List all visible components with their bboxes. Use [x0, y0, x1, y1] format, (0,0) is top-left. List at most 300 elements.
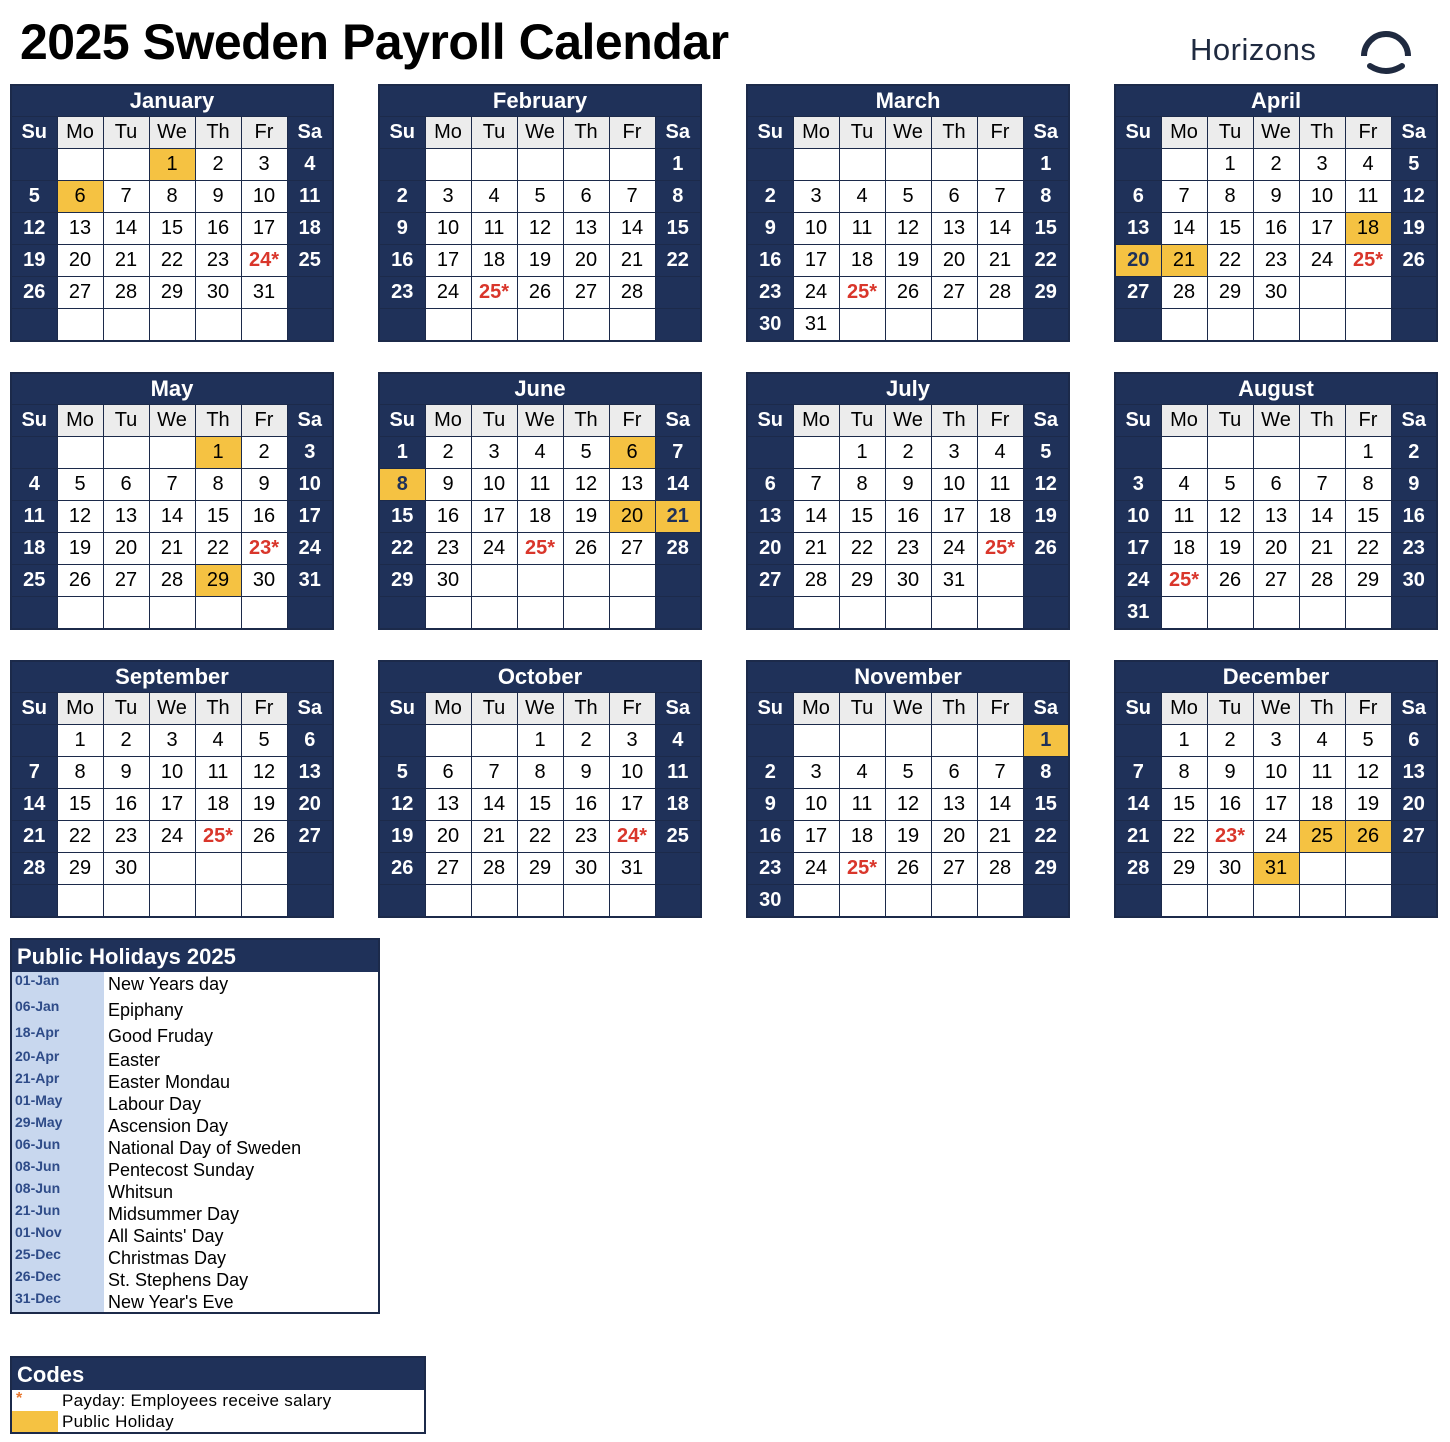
day-cell: 9	[103, 757, 149, 789]
day-cell: 10	[471, 469, 517, 501]
weekday-header: Fr	[609, 405, 655, 437]
day-cell: 10	[287, 469, 333, 501]
weekday-header: Th	[1299, 405, 1345, 437]
day-cell: 23	[563, 821, 609, 853]
month-title: June	[379, 373, 701, 405]
day-cell: 30	[747, 309, 793, 342]
day-cell: 2	[103, 725, 149, 757]
empty-cell	[747, 437, 793, 469]
day-cell: 22	[1161, 821, 1207, 853]
empty-cell	[655, 853, 701, 885]
weekday-header: Mo	[57, 693, 103, 725]
day-cell: 6	[103, 469, 149, 501]
day-cell: 28	[1115, 853, 1161, 885]
day-cell: 12	[563, 469, 609, 501]
empty-cell	[793, 149, 839, 181]
day-cell: 8	[1023, 757, 1069, 789]
day-cell: 10	[1115, 501, 1161, 533]
day-cell: 12	[11, 213, 57, 245]
day-cell: 28	[11, 853, 57, 885]
day-cell: 19	[1391, 213, 1437, 245]
day-cell: 27	[1391, 821, 1437, 853]
day-cell: 11	[1345, 181, 1391, 213]
holiday-name: New Years day	[108, 974, 229, 994]
weekday-header: Tu	[471, 117, 517, 149]
holiday-date: 29-May	[15, 1114, 63, 1130]
day-cell: 5	[1023, 437, 1069, 469]
day-cell: 2	[563, 725, 609, 757]
day-cell: 8	[1023, 181, 1069, 213]
empty-cell	[1391, 277, 1437, 309]
day-cell: 3	[793, 181, 839, 213]
weekday-header: Th	[931, 117, 977, 149]
holiday-row	[12, 998, 378, 1024]
holiday-row	[12, 1136, 378, 1158]
weekday-header: We	[517, 693, 563, 725]
day-cell: 27	[1115, 277, 1161, 309]
empty-cell	[1253, 885, 1299, 918]
day-cell: 13	[287, 757, 333, 789]
day-cell: 18	[977, 501, 1023, 533]
day-cell: 13	[563, 213, 609, 245]
empty-cell	[885, 597, 931, 630]
day-cell: 22	[379, 533, 425, 565]
month-december	[1114, 660, 1438, 918]
month-title: May	[11, 373, 333, 405]
day-cell: 3	[425, 181, 471, 213]
day-cell: 10	[609, 757, 655, 789]
empty-cell	[103, 309, 149, 342]
empty-cell	[839, 725, 885, 757]
empty-cell	[609, 597, 655, 630]
day-cell: 14	[655, 469, 701, 501]
weekday-header: Sa	[287, 405, 333, 437]
day-cell: 2	[241, 437, 287, 469]
day-cell: 17	[425, 245, 471, 277]
day-cell: 6	[57, 181, 103, 213]
empty-cell	[655, 277, 701, 309]
empty-cell	[379, 149, 425, 181]
day-cell: 20	[563, 245, 609, 277]
empty-cell	[471, 565, 517, 597]
empty-cell	[1345, 277, 1391, 309]
weekday-header: Sa	[1391, 117, 1437, 149]
day-cell: 5	[517, 181, 563, 213]
day-cell: 10	[1253, 757, 1299, 789]
day-cell: 18	[1161, 533, 1207, 565]
day-cell: 4	[11, 469, 57, 501]
holiday-name: National Day of Sweden	[108, 1138, 302, 1158]
day-cell: 3	[1299, 149, 1345, 181]
day-cell: 16	[563, 789, 609, 821]
weekday-header: We	[1253, 405, 1299, 437]
month-june	[378, 372, 702, 630]
empty-cell	[379, 725, 425, 757]
day-cell: 1	[57, 725, 103, 757]
day-cell: 7	[609, 181, 655, 213]
day-cell: 23	[425, 533, 471, 565]
day-cell: 16	[747, 245, 793, 277]
day-cell: 26	[885, 853, 931, 885]
holiday-date: 25-Dec	[15, 1246, 61, 1262]
empty-cell	[885, 885, 931, 918]
weekday-header: Th	[195, 693, 241, 725]
day-cell: 11	[1299, 757, 1345, 789]
day-cell: 8	[195, 469, 241, 501]
day-cell: 4	[287, 149, 333, 181]
day-cell: 4	[1299, 725, 1345, 757]
day-cell: 2	[1207, 725, 1253, 757]
day-cell: 17	[1299, 213, 1345, 245]
empty-cell	[1161, 149, 1207, 181]
day-cell: 11	[517, 469, 563, 501]
day-cell: 24	[287, 533, 333, 565]
day-cell: 18	[517, 501, 563, 533]
day-cell: 31	[793, 309, 839, 342]
day-cell: 29	[57, 853, 103, 885]
empty-cell	[287, 597, 333, 630]
day-cell: 8	[655, 181, 701, 213]
empty-cell	[471, 309, 517, 342]
day-cell: 26	[1207, 565, 1253, 597]
day-cell: 12	[241, 757, 287, 789]
day-cell: 29	[1207, 277, 1253, 309]
day-cell: 28	[471, 853, 517, 885]
empty-cell	[655, 565, 701, 597]
weekday-header: We	[517, 405, 563, 437]
day-cell: 20	[287, 789, 333, 821]
day-cell: 15	[517, 789, 563, 821]
weekday-header: Mo	[1161, 693, 1207, 725]
day-cell: 21	[609, 245, 655, 277]
month-september	[10, 660, 334, 918]
day-cell: 24	[425, 277, 471, 309]
empty-cell	[885, 725, 931, 757]
weekday-header: Tu	[471, 693, 517, 725]
day-cell: 10	[241, 181, 287, 213]
holiday-date: 01-Nov	[15, 1224, 62, 1240]
day-cell: 6	[563, 181, 609, 213]
day-cell: 6	[1115, 181, 1161, 213]
day-cell: 14	[1299, 501, 1345, 533]
day-cell: 2	[195, 149, 241, 181]
weekday-header: Su	[11, 117, 57, 149]
day-cell: 20	[1391, 789, 1437, 821]
weekday-header: Mo	[793, 405, 839, 437]
empty-cell	[563, 309, 609, 342]
day-cell: 18	[471, 245, 517, 277]
day-cell: 10	[793, 213, 839, 245]
day-cell: 16	[747, 821, 793, 853]
empty-cell	[655, 885, 701, 918]
day-cell: 7	[1299, 469, 1345, 501]
day-cell: 12	[1023, 469, 1069, 501]
weekday-header: Su	[11, 405, 57, 437]
weekday-header: Su	[747, 117, 793, 149]
holiday-name: Good Fruday	[108, 1026, 214, 1046]
day-cell: 26	[241, 821, 287, 853]
horizons-logo	[1188, 18, 1428, 78]
weekday-header: Sa	[287, 693, 333, 725]
day-cell: 22	[1023, 245, 1069, 277]
day-cell: 5	[563, 437, 609, 469]
weekday-header: Tu	[103, 117, 149, 149]
day-cell: 30	[195, 277, 241, 309]
day-cell: 29	[1023, 277, 1069, 309]
holiday-date: 18-Apr	[15, 1024, 60, 1040]
weekday-header: Mo	[57, 117, 103, 149]
day-cell: 24	[1299, 245, 1345, 277]
empty-cell	[1115, 149, 1161, 181]
empty-cell	[977, 885, 1023, 918]
horizons-logo-icon	[1358, 22, 1414, 76]
holiday-row	[12, 1048, 378, 1070]
day-cell: 27	[425, 853, 471, 885]
day-cell: 20	[1253, 533, 1299, 565]
weekday-header: Tu	[839, 117, 885, 149]
month-january	[10, 84, 334, 342]
weekday-header: Su	[1115, 117, 1161, 149]
day-cell: 25	[1299, 821, 1345, 853]
weekday-header: Th	[563, 693, 609, 725]
day-cell: 2	[747, 757, 793, 789]
day-cell: 8	[839, 469, 885, 501]
weekday-header: Th	[1299, 117, 1345, 149]
day-cell: 21	[1299, 533, 1345, 565]
day-cell: 1	[195, 437, 241, 469]
empty-cell	[1345, 309, 1391, 342]
day-cell: 12	[57, 501, 103, 533]
day-cell: 12	[1207, 501, 1253, 533]
empty-cell	[747, 725, 793, 757]
empty-cell	[977, 149, 1023, 181]
day-cell: 2	[885, 437, 931, 469]
weekday-header: Su	[379, 405, 425, 437]
day-cell: 26	[57, 565, 103, 597]
empty-cell	[241, 885, 287, 918]
day-cell: 3	[931, 437, 977, 469]
day-cell: 25*	[977, 533, 1023, 565]
day-cell: 6	[747, 469, 793, 501]
weekday-header: Mo	[425, 693, 471, 725]
day-cell: 5	[1345, 725, 1391, 757]
empty-cell	[931, 597, 977, 630]
empty-cell	[1023, 597, 1069, 630]
empty-cell	[471, 885, 517, 918]
weekday-header: Tu	[103, 693, 149, 725]
day-cell: 16	[885, 501, 931, 533]
day-cell: 11	[655, 757, 701, 789]
holiday-row	[12, 1158, 378, 1180]
day-cell: 18	[11, 533, 57, 565]
month-may	[10, 372, 334, 630]
empty-cell	[839, 309, 885, 342]
day-cell: 3	[149, 725, 195, 757]
day-cell: 14	[11, 789, 57, 821]
weekday-header: Tu	[471, 405, 517, 437]
empty-cell	[425, 309, 471, 342]
day-cell: 30	[241, 565, 287, 597]
empty-cell	[609, 565, 655, 597]
month-november	[746, 660, 1070, 918]
empty-cell	[149, 597, 195, 630]
day-cell: 23	[103, 821, 149, 853]
day-cell: 17	[1115, 533, 1161, 565]
day-cell: 20	[103, 533, 149, 565]
payday-code-symbol: *	[16, 1390, 23, 1407]
day-cell: 26	[379, 853, 425, 885]
day-cell: 7	[977, 181, 1023, 213]
codes-title: Codes	[12, 1358, 424, 1390]
day-cell: 13	[747, 501, 793, 533]
day-cell: 23	[1391, 533, 1437, 565]
day-cell: 12	[1345, 757, 1391, 789]
day-cell: 25*	[1161, 565, 1207, 597]
day-cell: 30	[747, 885, 793, 918]
day-cell: 23	[1253, 245, 1299, 277]
weekday-header: Sa	[655, 693, 701, 725]
day-cell: 17	[149, 789, 195, 821]
day-cell: 22	[149, 245, 195, 277]
empty-cell	[241, 597, 287, 630]
day-cell: 13	[931, 789, 977, 821]
empty-cell	[11, 725, 57, 757]
day-cell: 2	[425, 437, 471, 469]
day-cell: 14	[977, 789, 1023, 821]
empty-cell	[977, 565, 1023, 597]
holiday-name: Midsummer Day	[108, 1204, 240, 1224]
day-cell: 21	[1161, 245, 1207, 277]
weekday-header: Fr	[1345, 405, 1391, 437]
empty-cell	[1345, 885, 1391, 918]
day-cell: 26	[1345, 821, 1391, 853]
holiday-date: 01-Jan	[15, 972, 60, 988]
day-cell: 4	[839, 181, 885, 213]
empty-cell	[195, 309, 241, 342]
weekday-header: Mo	[425, 405, 471, 437]
day-cell: 30	[1253, 277, 1299, 309]
weekday-header: Mo	[425, 117, 471, 149]
day-cell: 22	[1345, 533, 1391, 565]
public-holidays-panel	[10, 938, 380, 1314]
empty-cell	[379, 309, 425, 342]
day-cell: 17	[793, 821, 839, 853]
weekday-header: Sa	[655, 117, 701, 149]
public-holidays-title: Public Holidays 2025	[12, 940, 378, 972]
holiday-name: St. Stephens Day	[108, 1270, 249, 1290]
weekday-header: We	[149, 117, 195, 149]
holiday-row	[12, 1114, 378, 1136]
day-cell: 16	[241, 501, 287, 533]
empty-cell	[609, 885, 655, 918]
empty-cell	[517, 597, 563, 630]
holiday-name: Easter	[108, 1050, 161, 1070]
weekday-header: Sa	[287, 117, 333, 149]
day-cell: 24	[793, 853, 839, 885]
day-cell: 15	[1161, 789, 1207, 821]
day-cell: 20	[931, 245, 977, 277]
day-cell: 5	[885, 181, 931, 213]
empty-cell	[1023, 309, 1069, 342]
empty-cell	[57, 149, 103, 181]
day-cell: 9	[241, 469, 287, 501]
day-cell: 16	[425, 501, 471, 533]
empty-cell	[149, 885, 195, 918]
day-cell: 23	[747, 853, 793, 885]
day-cell: 19	[1345, 789, 1391, 821]
day-cell: 1	[379, 437, 425, 469]
empty-cell	[1253, 309, 1299, 342]
empty-cell	[1299, 853, 1345, 885]
weekday-header: Mo	[793, 117, 839, 149]
month-title: November	[747, 661, 1069, 693]
empty-cell	[11, 597, 57, 630]
holiday-name: Epiphany	[108, 1000, 184, 1020]
holiday-row	[12, 1268, 378, 1290]
day-cell: 18	[839, 821, 885, 853]
day-cell: 14	[977, 213, 1023, 245]
empty-cell	[885, 309, 931, 342]
weekday-header: We	[149, 693, 195, 725]
month-march	[746, 84, 1070, 342]
day-cell: 25	[655, 821, 701, 853]
day-cell: 21	[977, 245, 1023, 277]
day-cell: 31	[241, 277, 287, 309]
day-cell: 4	[1345, 149, 1391, 181]
day-cell: 14	[103, 213, 149, 245]
weekday-header: Sa	[655, 405, 701, 437]
empty-cell	[241, 309, 287, 342]
empty-cell	[931, 885, 977, 918]
day-cell: 14	[1115, 789, 1161, 821]
day-cell: 11	[977, 469, 1023, 501]
empty-cell	[609, 149, 655, 181]
day-cell: 22	[1207, 245, 1253, 277]
month-title: April	[1115, 85, 1437, 117]
empty-cell	[747, 597, 793, 630]
day-cell: 25*	[471, 277, 517, 309]
empty-cell	[563, 565, 609, 597]
weekday-header: Su	[747, 405, 793, 437]
day-cell: 3	[1115, 469, 1161, 501]
empty-cell	[1161, 437, 1207, 469]
day-cell: 26	[563, 533, 609, 565]
day-cell: 30	[885, 565, 931, 597]
holiday-date: 06-Jan	[15, 998, 60, 1014]
day-cell: 12	[1391, 181, 1437, 213]
day-cell: 20	[609, 501, 655, 533]
weekday-header: Su	[11, 693, 57, 725]
empty-cell	[103, 437, 149, 469]
day-cell: 4	[517, 437, 563, 469]
payday-code-label: Payday: Employees receive salary	[62, 1391, 332, 1410]
day-cell: 7	[1161, 181, 1207, 213]
logo-text: Horizons	[1190, 32, 1317, 67]
weekday-header: Fr	[1345, 117, 1391, 149]
empty-cell	[11, 437, 57, 469]
empty-cell	[103, 597, 149, 630]
day-cell: 23*	[1207, 821, 1253, 853]
month-title: March	[747, 85, 1069, 117]
empty-cell	[563, 885, 609, 918]
empty-cell	[287, 309, 333, 342]
day-cell: 24	[1115, 565, 1161, 597]
day-cell: 22	[655, 245, 701, 277]
weekday-header: Tu	[1207, 693, 1253, 725]
weekday-header: Th	[195, 117, 241, 149]
day-cell: 19	[11, 245, 57, 277]
weekday-header: Th	[563, 117, 609, 149]
